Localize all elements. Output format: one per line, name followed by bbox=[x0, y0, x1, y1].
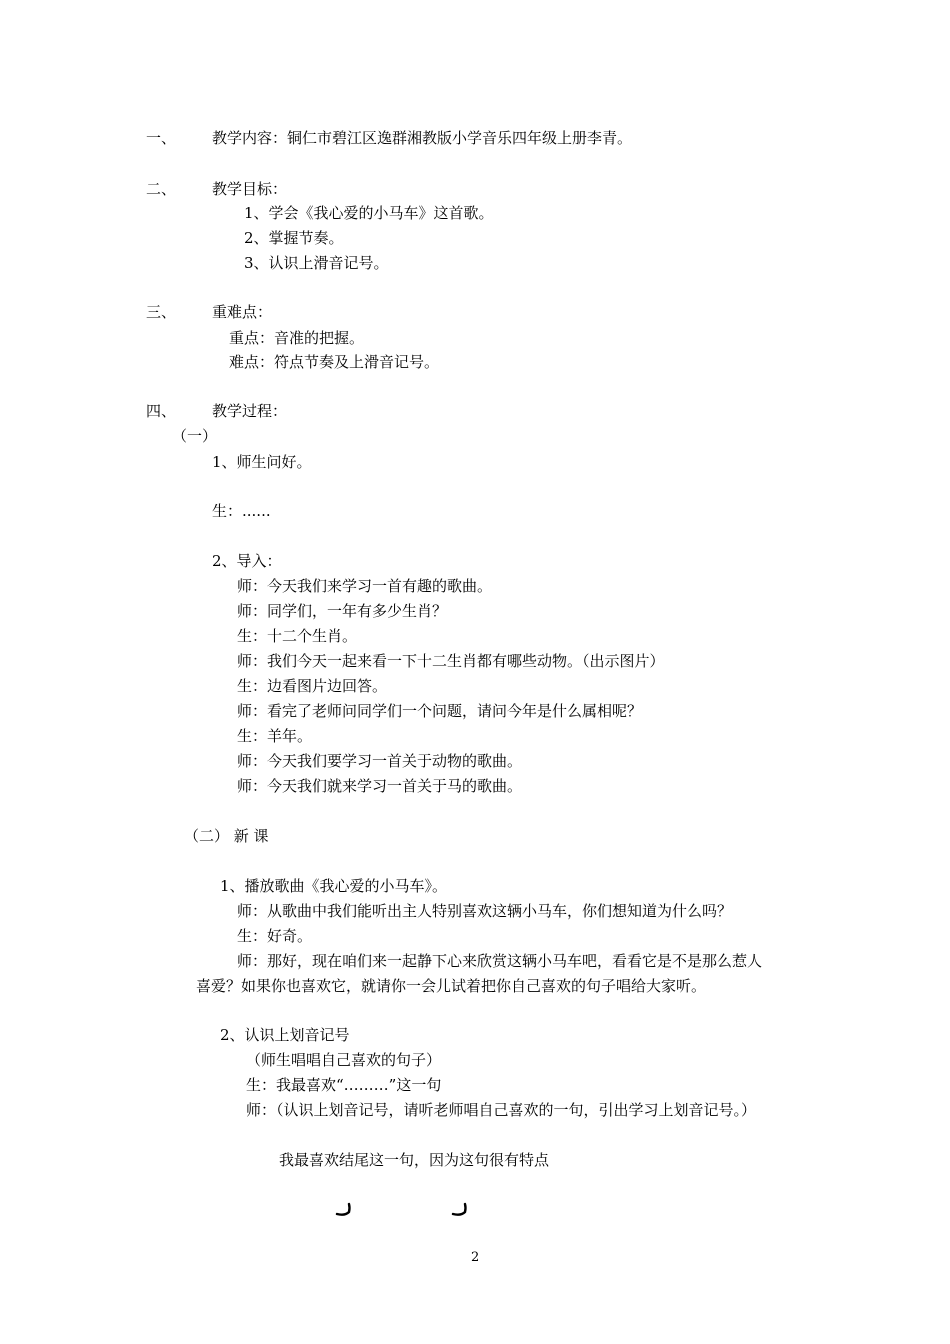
part-1-label: （一） bbox=[172, 427, 218, 445]
dialog-line: 生：十二个生肖。 bbox=[237, 627, 358, 645]
page-number: 2 bbox=[471, 1250, 480, 1265]
section-1-number: 一、 bbox=[146, 129, 177, 147]
section-3-number: 三、 bbox=[146, 303, 177, 321]
goal-item: 2、掌握节奏。 bbox=[244, 229, 344, 247]
section-3-text: 重难点： bbox=[212, 303, 273, 321]
part-2-label: （二） 新 课 bbox=[184, 827, 269, 845]
part-1-step-1: 1、师生问好。 bbox=[212, 453, 312, 471]
section-4-number: 四、 bbox=[146, 402, 177, 420]
dialog-line: 生：羊年。 bbox=[237, 727, 313, 745]
dialog-line: 师：看完了老师问同学们一个问题，请问今年是什么属相呢？ bbox=[237, 702, 643, 720]
section-1-text: 教学内容：铜仁市碧江区逸群湘教版小学音乐四年级上册李青。 bbox=[212, 129, 633, 147]
part-2-step-1: 1、播放歌曲《我心爱的小马车》。 bbox=[220, 877, 448, 895]
goal-item: 3、认识上滑音记号。 bbox=[244, 254, 389, 272]
student-reply: 生：...... bbox=[212, 502, 271, 520]
glide-mark-icon bbox=[333, 1200, 355, 1220]
dialog-line: 师：从歌曲中我们能听出主人特别喜欢这辆小马车，你们想知道为什么吗？ bbox=[237, 902, 733, 920]
difficult-point: 难点：符点节奏及上滑音记号。 bbox=[229, 353, 440, 371]
dialog-line: 师：同学们，一年有多少生肖？ bbox=[237, 602, 448, 620]
dialog-line: 师：（认识上划音记号，请听老师唱自己喜欢的一句，引出学习上划音记号。） bbox=[246, 1101, 757, 1119]
dialog-line: （师生唱唱自己喜欢的句子） bbox=[246, 1051, 442, 1069]
dialog-line: 生：我最喜欢“………”这一句 bbox=[246, 1076, 442, 1094]
dialog-line: 师：那好，现在咱们来一起静下心来欣赏这辆小马车吧，看看它是不是那么惹人 bbox=[237, 952, 763, 970]
dialog-line: 师：今天我们来学习一首有趣的歌曲。 bbox=[237, 577, 493, 595]
section-2-number: 二、 bbox=[146, 180, 177, 198]
section-2-text: 教学目标： bbox=[212, 180, 288, 198]
part-1-step-2: 2、导入： bbox=[212, 552, 282, 570]
dialog-line: 生：好奇。 bbox=[237, 927, 313, 945]
part-2-step-2: 2、认识上划音记号 bbox=[220, 1026, 350, 1044]
dialog-line: 师：今天我们就来学习一首关于马的歌曲。 bbox=[237, 777, 523, 795]
glide-mark-icon bbox=[449, 1200, 471, 1220]
favorite-line-note: 我最喜欢结尾这一句，因为这句很有特点 bbox=[279, 1151, 550, 1169]
goal-item: 1、学会《我心爱的小马车》这首歌。 bbox=[244, 204, 494, 222]
key-point: 重点：音准的把握。 bbox=[229, 329, 365, 347]
dialog-line-continued: 喜爱？如果你也喜欢它，就请你一会儿试着把你自己喜欢的句子唱给大家听。 bbox=[196, 977, 707, 995]
dialog-line: 生：边看图片边回答。 bbox=[237, 677, 388, 695]
dialog-line: 师：今天我们要学习一首关于动物的歌曲。 bbox=[237, 752, 523, 770]
section-4-text: 教学过程： bbox=[212, 402, 288, 420]
dialog-line: 师：我们今天一起来看一下十二生肖都有哪些动物。（出示图片） bbox=[237, 652, 665, 670]
